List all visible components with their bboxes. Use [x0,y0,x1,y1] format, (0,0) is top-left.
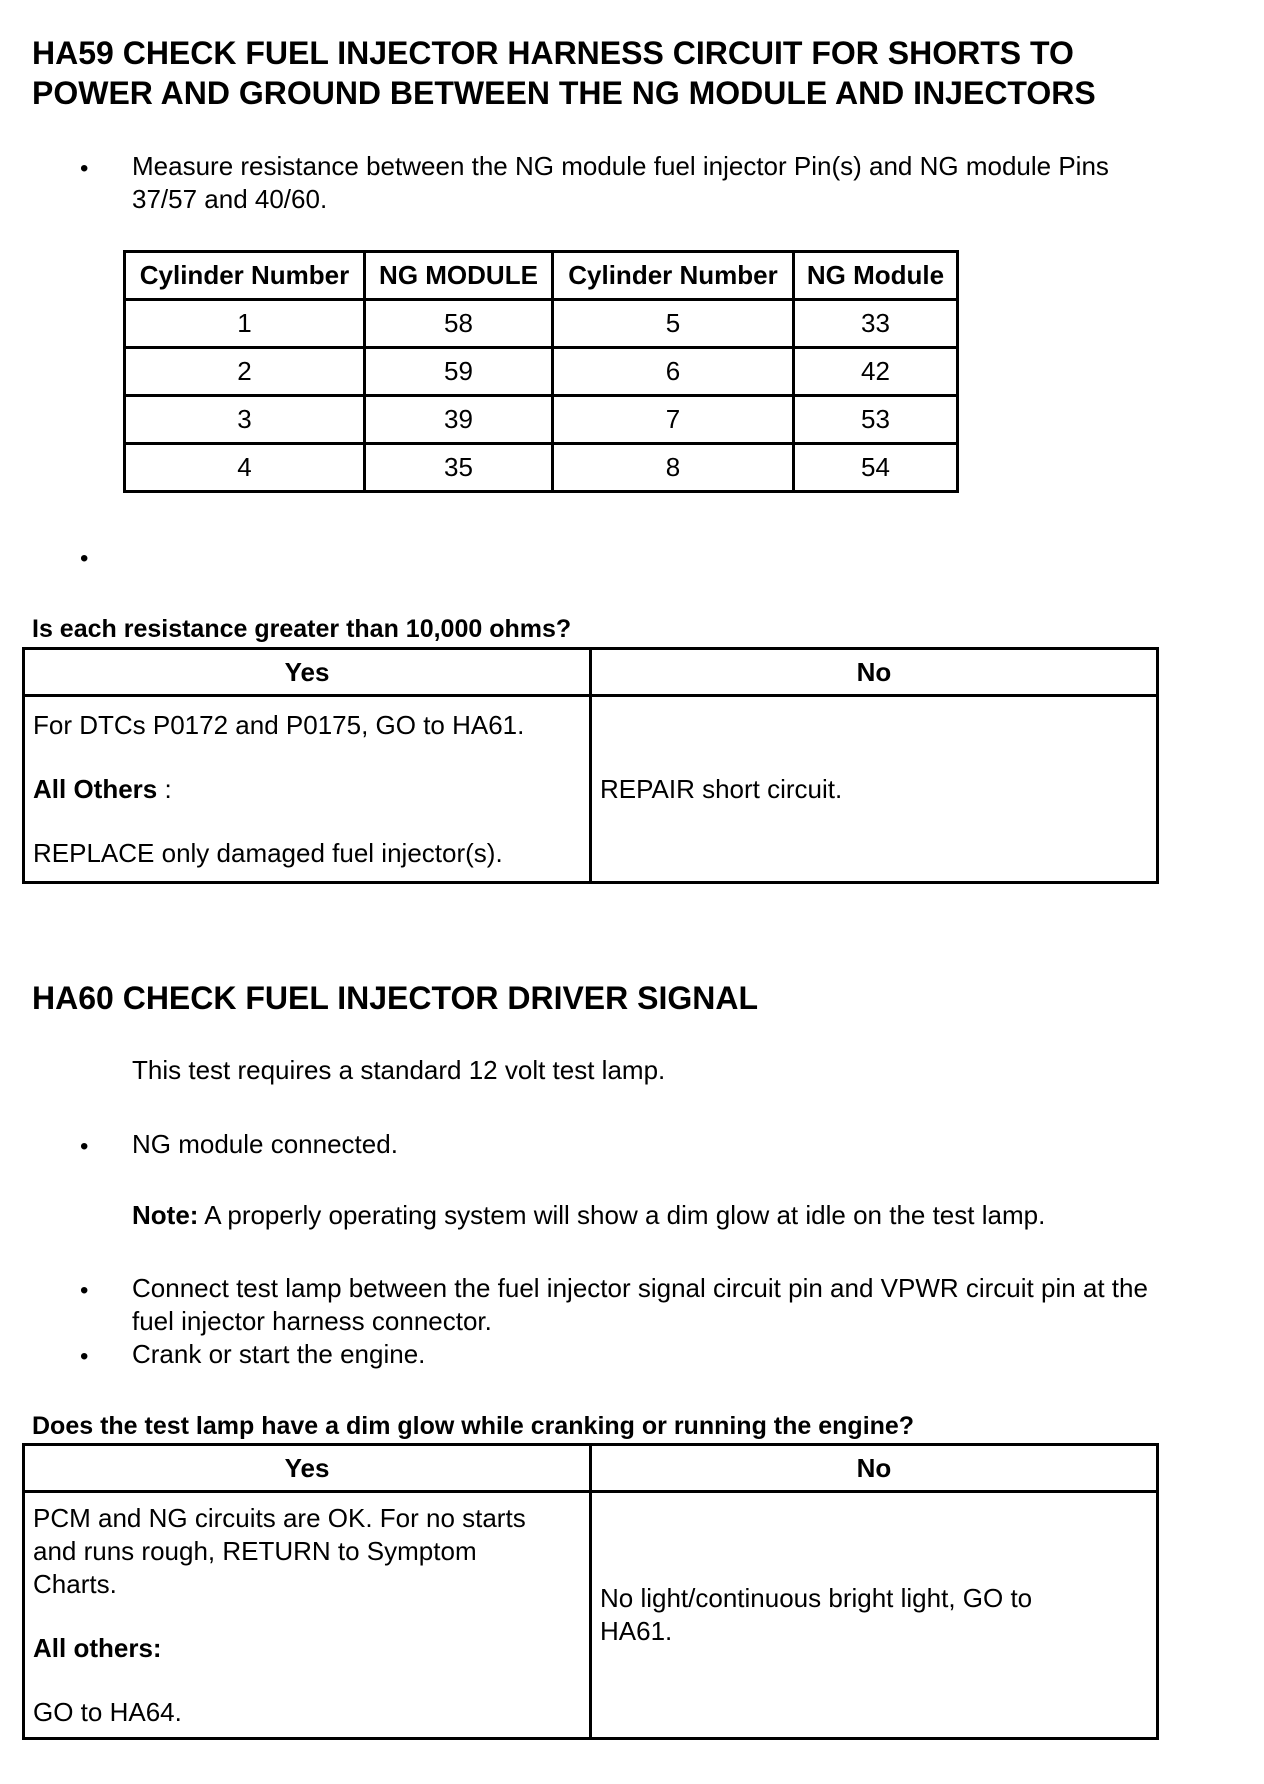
yes-line: and runs rough, RETURN to Symptom [33,1535,477,1566]
no-line: HA61. [600,1616,673,1646]
yes-line: REPLACE only damaged fuel injector(s). [33,837,503,868]
ha59-question: Is each resistance greater than 10,000 ohms? [32,615,572,643]
table-cell: 5 [553,300,794,348]
ha60-bullet-connect-lamp-line1: Connect test lamp between the fuel injector signal circuit pin and VPWR circuit pin at the [132,1273,1148,1303]
yes-header: Yes [24,1445,591,1492]
no-cell [591,1492,1158,1739]
no-header: No [591,1445,1158,1492]
ha60-note [132,1199,1045,1232]
ha60-bullet-crank: Crank or start the engine. [132,1339,426,1369]
table-row [125,396,958,444]
yes-cell [24,696,591,883]
yes-header: Yes [24,649,591,696]
table-cell: 58 [365,300,553,348]
no-line: REPAIR short circuit. [600,773,843,804]
pin-table-header-row [125,252,958,300]
decision-header-row [24,1445,1158,1492]
ha59-bullet-measure [132,150,1109,216]
decision-body-row [24,696,1158,883]
table-cell: 4 [125,444,365,492]
ha59-title-line1: HA59 CHECK FUEL INJECTOR HARNESS CIRCUIT FOR SHORTS TO [32,35,1074,71]
no-cell [591,696,1158,883]
ha59-bullet-measure-line2: 37/57 and 40/60. [132,184,328,214]
pin-table-header: NG MODULE [365,252,553,300]
pin-table-header: Cylinder Number [125,252,365,300]
table-cell: 1 [125,300,365,348]
yes-line: PCM and NG circuits are OK. For no starts [33,1502,526,1533]
table-cell: 8 [553,444,794,492]
ha59-title-line2: POWER AND GROUND BETWEEN THE NG MODULE AND INJECTORS [32,75,1096,111]
table-cell: 7 [553,396,794,444]
yes-line [33,773,581,806]
table-cell: 33 [794,300,958,348]
ha59-decision-table [22,647,1159,884]
pin-table [123,250,959,493]
table-cell: 39 [365,396,553,444]
note-label: Note: [132,1200,199,1230]
pin-table-header: NG Module [794,252,958,300]
ha59-title [32,33,1096,113]
table-cell: 2 [125,348,365,396]
yes-line: Charts. [33,1568,117,1599]
yes-line [33,1632,581,1665]
ha60-bullet-connect-lamp [132,1272,1148,1338]
table-cell: 3 [125,396,365,444]
table-cell: 35 [365,444,553,492]
bullet-marker: • [80,1133,89,1160]
yes-bold-label: All Others [33,773,158,804]
pin-table-header: Cylinder Number [553,252,794,300]
bullet-marker: • [80,1277,89,1304]
yes-bold-suffix: : [157,773,172,804]
table-row [125,300,958,348]
ha60-question: Does the test lamp have a dim glow while cranking or running the engine? [32,1412,915,1440]
bullet-marker: • [80,545,89,572]
table-cell: 6 [553,348,794,396]
yes-line: GO to HA64. [33,1696,182,1727]
no-line: No light/continuous bright light, GO to [600,1583,1033,1613]
decision-header-row [24,649,1158,696]
ha60-bullet-connected: NG module connected. [132,1129,398,1159]
bullet-marker: • [80,155,89,182]
bullet-marker: • [80,1343,89,1370]
ha59-bullet-measure-line1: Measure resistance between the NG module fuel injector Pin(s) and NG module Pins [132,151,1109,181]
table-cell: 54 [794,444,958,492]
decision-body-row [24,1492,1158,1739]
table-row [125,444,958,492]
table-cell: 42 [794,348,958,396]
yes-cell [24,1492,591,1739]
ha60-title: HA60 CHECK FUEL INJECTOR DRIVER SIGNAL [32,980,759,1016]
note-text: A properly operating system will show a dim glow at idle on the test lamp. [198,1200,1046,1230]
ha60-decision-table [22,1443,1159,1740]
yes-bold-label: All others: [33,1632,162,1663]
ha60-intro: This test requires a standard 12 volt test lamp. [132,1055,666,1085]
table-row [125,348,958,396]
table-cell: 59 [365,348,553,396]
no-header: No [591,649,1158,696]
yes-line: For DTCs P0172 and P0175, GO to HA61. [33,709,525,740]
table-cell: 53 [794,396,958,444]
ha60-bullet-connect-lamp-line2: fuel injector harness connector. [132,1306,492,1336]
